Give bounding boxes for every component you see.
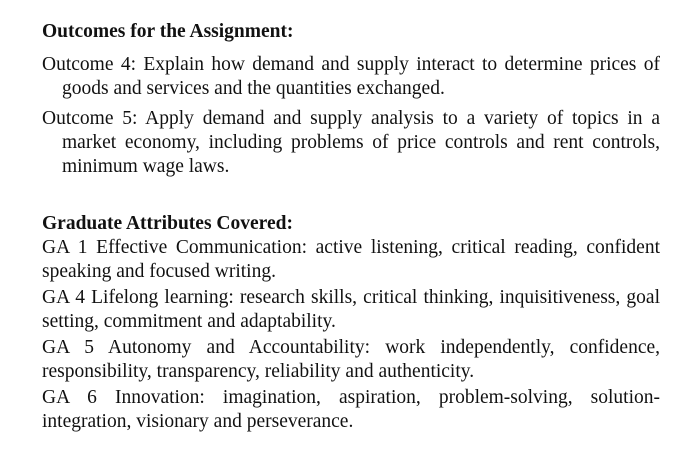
section-spacer	[42, 185, 660, 212]
graduate-attribute-item: GA 5 Autonomy and Accountability: work independently, confidence, responsibility, transparency, reliability and authenticity.	[42, 337, 660, 382]
graduate-attributes-heading: Graduate Attributes Covered:	[42, 213, 293, 234]
graduate-attribute-item: GA 6 Innovation: imagination, aspiration, problem-solving, solution-integration, visionary and perseverance.	[42, 387, 660, 432]
graduate-attribute-item: GA 1 Effective Communication: active listening, critical reading, confident speaking and focused writing.	[42, 237, 660, 282]
outcomes-heading: Outcomes for the Assignment:	[42, 21, 294, 42]
graduate-attribute-item: GA 4 Lifelong learning: research skills, critical thinking, inquisitiveness, goal setting, commitment and adaptability.	[42, 287, 660, 332]
outcome-item: Outcome 5: Apply demand and supply analysis to a variety of topics in a market economy, including problems of price controls and rent controls, minimum wage laws.	[42, 108, 660, 177]
outcome-item: Outcome 4: Explain how demand and supply interact to determine prices of goods and services and the quantities exchanged.	[42, 54, 660, 99]
